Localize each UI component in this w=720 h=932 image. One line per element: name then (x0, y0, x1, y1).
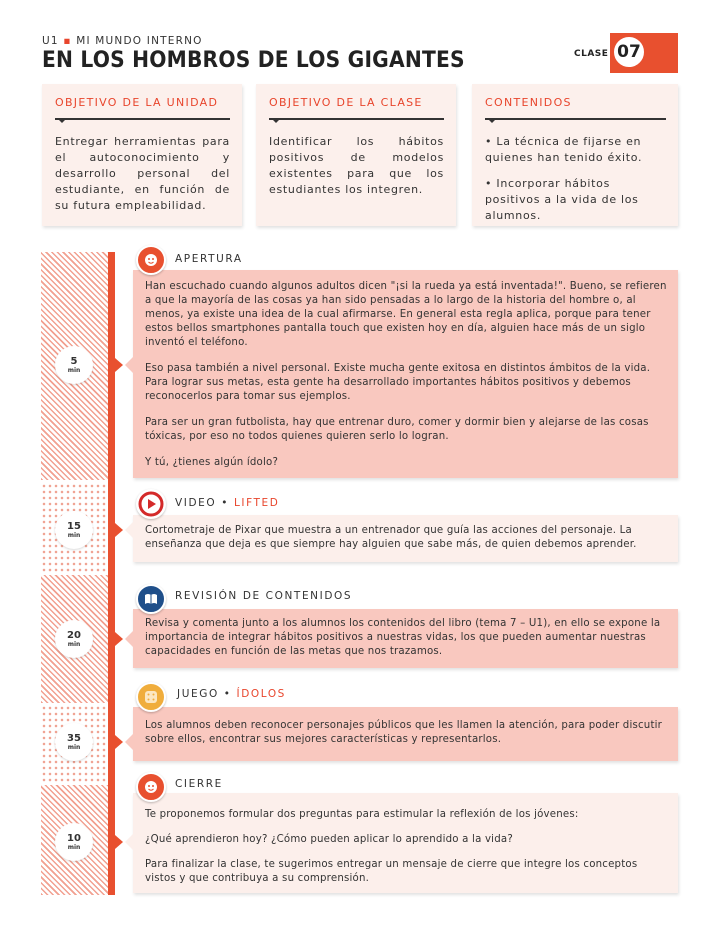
divider (485, 118, 666, 120)
box-heading: OBJETIVO DE LA UNIDAD (55, 96, 219, 109)
card-paragraph: Los alumnos deben reconocer personajes públicos que les llamen la atención, para poder discutir sobre ellos, encontrar sus mejores características y representarlos. (145, 720, 663, 745)
duration-unit: min (67, 640, 81, 648)
section-title (175, 497, 279, 509)
contents-box (472, 84, 678, 226)
section-title-text: APERTURA (175, 253, 243, 265)
section-card-cierre (133, 793, 678, 893)
box-paragraph: • Incorporar hábitos positivos a la vida de los alumnos. (485, 177, 639, 222)
box-paragraph: Entregar herramientas para el autoconocimiento y desarrollo personal del estudiante, en función de su futura empleabilidad. (55, 135, 230, 212)
duration-badge (55, 346, 93, 384)
section-card-revision (133, 609, 678, 668)
lion-face-icon (136, 772, 166, 802)
duration-badge (55, 620, 93, 658)
dice-icon (136, 682, 166, 712)
section-card-apertura (133, 270, 678, 478)
clase-number-badge: 07 (612, 35, 646, 69)
bullet-dot-icon: ▪ (58, 35, 77, 47)
duration-value: 20 (67, 629, 81, 641)
card-body (145, 808, 668, 898)
unit-name: MI MUNDO INTERNO (76, 35, 203, 47)
card-paragraph: Y tú, ¿tienes algún ídolo? (145, 457, 279, 468)
section-title-text: CIERRE (175, 778, 223, 790)
card-paragraph: Para ser un gran futbolista, hay que entrenar duro, comer y dormir bien y alejarse de las cosas tóxicas, por eso no todos quienes quieren serlo lo logran. (145, 417, 649, 442)
card-body (145, 617, 668, 671)
clase-label: CLASE (574, 49, 609, 59)
section-title-accent[interactable]: ÍDOLOS (236, 688, 286, 700)
duration-value: 35 (67, 732, 81, 744)
section-title (177, 688, 286, 700)
page-title: EN LOS HOMBROS DE LOS GIGANTES (42, 48, 465, 73)
duration-unit: min (67, 743, 81, 751)
box-body (485, 134, 666, 234)
box-paragraph: • La técnica de fijarse en quienes han tenido éxito. (485, 135, 643, 164)
card-paragraph: Te proponemos formular dos preguntas para estimular la reflexión de los jóvenes: (145, 809, 579, 820)
timeline-arrow-icon (115, 523, 123, 537)
card-notch (125, 357, 133, 373)
card-notch (125, 522, 133, 538)
duration-unit: min (67, 531, 81, 539)
timeline-arrow-icon (115, 735, 123, 749)
pointer-triangle-icon (487, 118, 497, 123)
card-body (145, 280, 668, 482)
duration-value: 15 (67, 520, 81, 532)
box-heading: CONTENIDOS (485, 96, 572, 109)
objective-unit-box (42, 84, 242, 226)
bullet-dot-icon: • (216, 497, 234, 509)
section-card-juego (133, 707, 678, 761)
section-title-text: JUEGO (177, 688, 219, 700)
section-title-text: REVISIÓN DE CONTENIDOS (175, 590, 353, 602)
card-notch (125, 734, 133, 750)
card-paragraph: Para finalizar la clase, te sugerimos entregar un mensaje de cierre que integre los conceptos vistos y que contribuya a su comprensión. (145, 859, 638, 884)
duration-badge (55, 823, 93, 861)
duration-badge (55, 511, 93, 549)
unit-label (42, 35, 203, 47)
bullet-dot-icon: • (218, 688, 237, 700)
card-body (145, 719, 668, 759)
divider (269, 118, 444, 120)
box-paragraph: Identificar los hábitos positivos de modelos existentes para que los estudiantes los integren. (269, 135, 444, 196)
card-body (145, 524, 668, 564)
box-heading: OBJETIVO DE LA CLASE (269, 96, 423, 109)
card-notch (125, 834, 133, 850)
box-body (269, 134, 444, 208)
objective-class-box (256, 84, 456, 226)
play-video-icon[interactable] (136, 489, 166, 519)
box-body (55, 134, 230, 224)
timeline-arrow-icon (115, 632, 123, 646)
section-title-accent[interactable]: LIFTED (233, 497, 280, 509)
pointer-triangle-icon (271, 118, 281, 123)
section-title (175, 253, 243, 265)
section-title-text: VIDEO (175, 497, 217, 509)
duration-badge (55, 723, 93, 761)
section-title (175, 778, 223, 790)
card-paragraph: Revisa y comenta junto a los alumnos los contenidos del libro (tema 7 – U1), en ello se expone la importancia de integrar hábitos positivos a nuestras vidas, los que pueden aumentar nuestras capacidades en función de las metas que nos trazamos. (145, 618, 661, 657)
unit-code: U1 (42, 35, 59, 47)
duration-unit: min (67, 843, 81, 851)
duration-unit: min (67, 366, 81, 374)
timeline-arrow-icon (115, 358, 123, 372)
pointer-triangle-icon (57, 118, 67, 123)
divider (55, 118, 230, 120)
book-icon (136, 584, 166, 614)
timeline-arrow-icon (115, 835, 123, 849)
card-paragraph: Cortometraje de Pixar que muestra a un entrenador que guía las acciones del personaje. La enseñanza que deja es que siempre hay alguien que sabe más, de quien debemos aprender. (145, 525, 637, 550)
timeline-line (108, 252, 115, 895)
card-notch (125, 631, 133, 647)
duration-value: 5 (70, 355, 78, 367)
section-card-video (133, 515, 678, 562)
duration-value: 10 (67, 832, 81, 844)
section-title (175, 590, 352, 602)
lion-face-icon (136, 245, 166, 275)
card-paragraph: Eso pasa también a nivel personal. Existe mucha gente exitosa en distintos ámbitos de la vida. Para lograr sus metas, esta gente ha desarrollado importantes hábitos positivos y debemos reconocerlos para tomar sus ejemplos. (145, 363, 651, 402)
card-paragraph: ¿Qué aprendieron hoy? ¿Cómo pueden aplicar lo aprendido a la vida? (145, 834, 513, 845)
card-paragraph: Han escuchado cuando algunos adultos dicen "¡si la rueda ya está inventada!". Bueno, se refieren a que la mayoría de las cosas ya han sido pensadas a lo largo de la historia del hombre o, al menos, ya existe una idea de la cual afirmarse. En general esta regla aplica, porque para tener estos bellos smartphones pantalla touch que existen hoy en día, alguien hace más de un siglo inventó el teléfono. (145, 281, 667, 348)
